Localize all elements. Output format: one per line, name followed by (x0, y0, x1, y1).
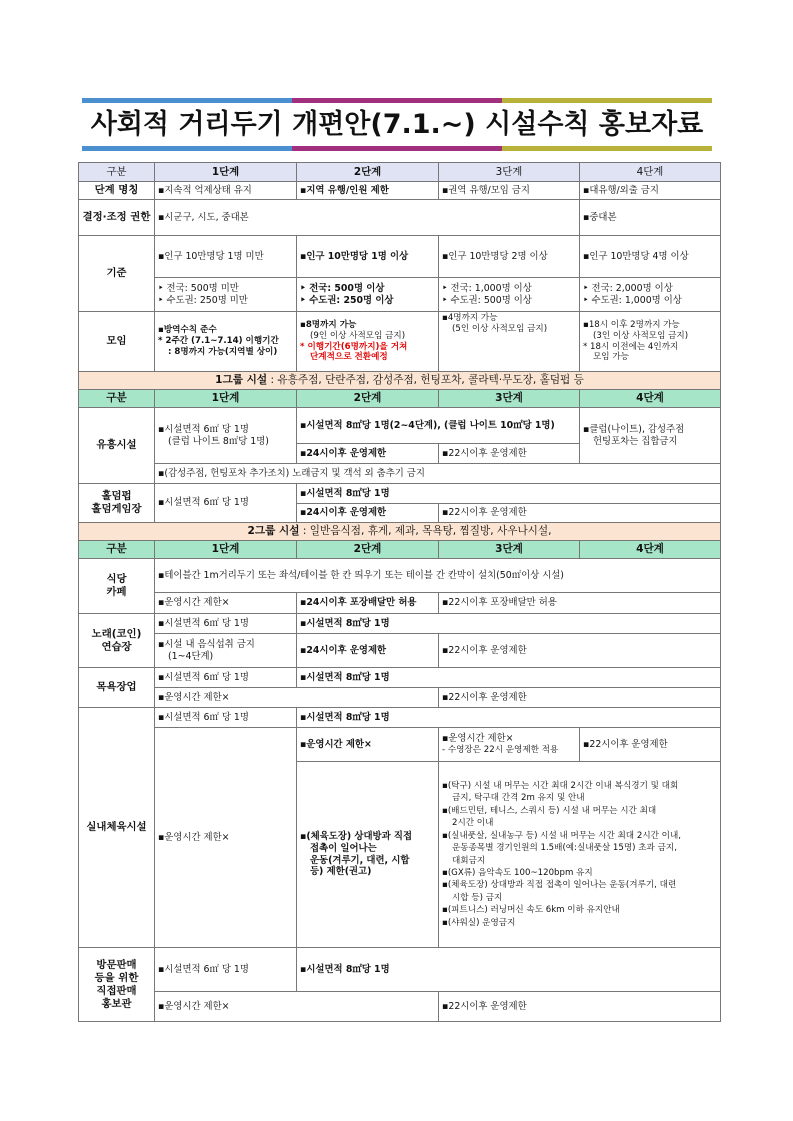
header-cell: 4단계 (580, 163, 721, 182)
bar-purple (292, 146, 502, 151)
text-line: : 8명까지 가능(지역별 상이) (168, 346, 278, 357)
cell (155, 278, 297, 312)
table-row (79, 559, 721, 593)
cell (155, 634, 297, 668)
header-cell: 1단계 (155, 541, 297, 559)
cell: ▪인구 10만명당 1명 이상 (297, 236, 439, 278)
text-line: 홀덤게임장 (91, 503, 142, 515)
header-cell: 3단계 (439, 541, 580, 559)
group-title-row (79, 523, 721, 541)
text-line: ▪(GX류) 음악속도 100~120bpm 유지 (442, 867, 593, 878)
text-line: ▪8명까지 가능 (300, 320, 357, 331)
header-cell: 4단계 (580, 390, 721, 408)
bar-purple (292, 98, 502, 103)
text-line: (클럽 나이트 8㎡당 1명) (168, 435, 269, 447)
group-list: : 유흥주점, 단란주점, 감성주점, 헌팅포차, 콜라텍·무도장, 홀덤펍 등 (270, 373, 584, 386)
text-line: - 수영장은 22시 운영제한 적용 (442, 745, 559, 755)
text-line: 홀덤펍 (101, 490, 132, 502)
text-line: 등) 제한(권고) (310, 866, 372, 878)
cell: ▪시설면적 8㎡당 1명 (297, 614, 721, 634)
cell (439, 728, 580, 762)
table-row (79, 464, 721, 484)
table-row (79, 634, 721, 668)
group-header-row (79, 541, 721, 559)
cell (580, 278, 721, 312)
text-line: 등을 위한 (94, 971, 139, 984)
text-line: ‣ 수도권: 250명 이상 (300, 294, 394, 306)
text-line: ▪방역수칙 준수 (158, 325, 217, 336)
table-row (79, 236, 721, 278)
table-row (79, 408, 721, 444)
bar-blue (82, 146, 292, 151)
group-name: 1그룹 시설 (215, 373, 268, 386)
cell: ▪22시이후 운영제한 (439, 444, 580, 464)
text-line: 2시간 이내 (452, 818, 494, 829)
cell (297, 312, 439, 372)
cell: ▪시설면적 8㎡당 1명 (297, 484, 721, 504)
cell: ▪24시이후 운영제한 (297, 504, 439, 523)
row-label: 단계 명칭 (79, 182, 155, 200)
cell: ▪시설면적 8㎡당 1명 (297, 668, 721, 688)
text-line: 금지, 탁구대 간격 2m 유지 및 안내 (452, 793, 585, 804)
table-row (79, 728, 721, 762)
cell: ▪24시이후 운영제한 (297, 444, 439, 464)
row-label: 모임 (79, 312, 155, 372)
rules-table (78, 162, 721, 1022)
text-line: (9인 이상 사적모임 금지) (310, 330, 406, 341)
cell: ▪22시이후 포장배달만 허용 (439, 593, 721, 614)
text-line: 노래(코인) (91, 627, 142, 640)
text-line: 시합 등) 금지 (452, 892, 503, 903)
text-line: ▪(배드민턴, 테니스, 스쿼시 등) 시설 내 머무는 시간 최대 (442, 805, 657, 816)
text-line: ‣ 수도권: 250명 미만 (158, 294, 248, 306)
row-label: 유흥시설 (79, 408, 155, 484)
cell: ▪지역 유행/인원 제한 (297, 182, 439, 200)
text-line: ▪(체육도장) 상대방과 직접 (300, 831, 413, 842)
cell: ▪시설면적 6㎡ 당 1명 (155, 484, 297, 523)
cell (155, 408, 297, 464)
cell: ▪24시이후 포장배달만 허용 (297, 593, 439, 614)
text-line: ‣ 수도권: 1,000명 이상 (583, 294, 682, 306)
cell (297, 762, 439, 948)
table-row (79, 688, 721, 708)
text-line: (1~4단계) (168, 650, 214, 662)
text-line: * 이행기간(6명까지)을 거쳐 (300, 341, 408, 352)
cell: ▪지속적 억제상태 유지 (155, 182, 297, 200)
cell (439, 762, 721, 948)
page-title: 사회적 거리두기 개편안(7.1.~) 시설수칙 홍보자료 (90, 109, 704, 140)
header-cell: 구분 (79, 390, 155, 408)
row-label: 결정·조정 권한 (79, 200, 155, 236)
text-line: 운동(겨루기, 대련, 시합 (310, 854, 410, 866)
table-row (79, 593, 721, 614)
text-line: ▪클럽(나이트), 감성주점 (583, 423, 685, 435)
cell: ▪시설면적 8㎡당 1명 (297, 948, 721, 992)
header-cell: 3단계 (439, 390, 580, 408)
text-line: 모임 가능 (593, 352, 629, 363)
cell: ▪시설면적 6㎡ 당 1명 (155, 668, 297, 688)
text-line: ▪4명까지 가능 (442, 313, 498, 323)
table-row (79, 948, 721, 992)
header-cell: 4단계 (580, 541, 721, 559)
header-cell: 2단계 (297, 541, 439, 559)
table-row (79, 614, 721, 634)
header-cell: 3단계 (439, 163, 580, 182)
text-line: ▪(샤워실) 운영금지 (442, 917, 516, 928)
cell: ▪시설면적 8㎡당 1명(2~4단계), (클럽 나이트 10㎡당 1명) (297, 408, 580, 444)
cell (580, 312, 721, 372)
table-row (79, 200, 721, 236)
row-label: 실내체육시설 (79, 708, 155, 948)
text-line: 식당 (106, 573, 127, 585)
table-row (79, 708, 721, 728)
cell: ▪시설면적 6㎡ 당 1명 (155, 614, 297, 634)
cell: ▪인구 10만명당 4명 이상 (580, 236, 721, 278)
text-line: (3인 이상 사적모임 금지) (593, 330, 689, 341)
table-row (79, 992, 721, 1022)
row-label (79, 484, 155, 523)
cell: ▪인구 10만명당 2명 이상 (439, 236, 580, 278)
cell: ▪시설면적 6㎡ 당 1명 (155, 948, 297, 992)
text-line: 홍보관 (101, 997, 132, 1010)
text-line: * 2주간 (7.1~7.14) 이행기간 (158, 336, 279, 347)
text-line: ▪운영시간 제한× (442, 733, 514, 745)
cell (155, 312, 297, 372)
row-label: 기준 (79, 236, 155, 312)
group-list: : 일반음식점, 휴게, 제과, 목욕탕, 찜질방, 사우나시설, (302, 524, 552, 537)
row-label (79, 948, 155, 1022)
cell: ▪22시이후 운영제한 (439, 992, 721, 1022)
cell: ▪인구 10만명당 1명 미만 (155, 236, 297, 278)
text-line: 헌팅포차는 집합금지 (593, 435, 678, 447)
row-label (79, 559, 155, 614)
cell: ▪시설면적 8㎡당 1명 (297, 708, 721, 728)
title-bottom-bar (82, 146, 712, 151)
cell: ▪운영시간 제한× (155, 688, 439, 708)
header-cell: 구분 (79, 163, 155, 182)
text-line: ▪시설 내 음식섭취 금지 (158, 638, 255, 650)
cell: ▪운영시간 제한× (155, 728, 297, 948)
header-cell: 2단계 (297, 163, 439, 182)
cell: ▪시군구, 시도, 중대본 (155, 200, 580, 236)
text-line: 접촉이 일어나는 (310, 842, 377, 854)
text-line: 직접판매 (96, 984, 137, 997)
text-line: ▪18시 이후 2명까지 가능 (583, 320, 680, 331)
text-line: ‣ 전국: 500명 이상 (300, 282, 385, 294)
group-title (79, 523, 721, 541)
cell: ▪시설면적 6㎡ 당 1명 (155, 708, 297, 728)
group-header-row (79, 390, 721, 408)
text-line: ▪(탁구) 시설 내 머무는 시간 최대 2시간 이내 복식경기 및 대회 (442, 780, 679, 791)
cell (439, 278, 580, 312)
cell: ▪운영시간 제한× (155, 992, 439, 1022)
text-line: ‣ 전국: 2,000명 이상 (583, 282, 673, 294)
cell: ▪중대본 (580, 200, 721, 236)
table-row (79, 484, 721, 504)
bar-olive (502, 98, 712, 103)
group-title-row (79, 372, 721, 390)
cell: ▪운영시간 제한× (155, 593, 297, 614)
text-line: 단계적으로 전환예정 (310, 352, 388, 363)
text-line: (5인 이상 사적모임 금지) (452, 323, 548, 334)
text-line: ‣ 전국: 1,000명 이상 (442, 282, 532, 294)
cell: ▪테이블간 1m거리두기 또는 좌석/테이블 한 칸 띄우기 또는 테이블 간 칸막이 설치(50㎡이상 시설) (155, 559, 721, 593)
header-cell: 1단계 (155, 163, 297, 182)
title-top-bar (82, 98, 712, 103)
row-label: 목욕장업 (79, 668, 155, 708)
text-line: ‣ 수도권: 500명 이상 (442, 294, 532, 306)
cell (580, 408, 721, 464)
group-title (79, 372, 721, 390)
text-line: ▪(실내풋살, 실내농구 등) 시설 내 머무는 시간 최대 2시간 이내, (442, 830, 681, 841)
table-row (79, 312, 721, 372)
cell: ▪22시이후 운영제한 (580, 728, 721, 762)
text-line: ▪시설면적 6㎡ 당 1명 (158, 423, 249, 435)
cell: ▪대유행/외출 금지 (580, 182, 721, 200)
group-name: 2그룹 시설 (247, 524, 300, 537)
cell (297, 278, 439, 312)
text-line: ▪(피트니스) 러닝머신 속도 6km 이하 유지안내 (442, 905, 620, 916)
table-row (79, 182, 721, 200)
header-row (79, 163, 721, 182)
cell: ▪22시이후 운영제한 (439, 688, 721, 708)
cell: ▪(감성주점, 헌팅포차 추가조치) 노래금지 및 객석 외 춤추기 금지 (155, 464, 721, 484)
text-line: * 18시 이전에는 4인까지 (583, 341, 679, 352)
table-row (79, 278, 721, 312)
row-label (79, 614, 155, 668)
text-line: 연습장 (101, 640, 132, 653)
cell: ▪22시이후 운영제한 (439, 634, 721, 668)
cell: ▪24시이후 운영제한 (297, 634, 439, 668)
bar-blue (82, 98, 292, 103)
cell (439, 312, 580, 372)
cell: ▪22시이후 운영제한 (439, 504, 721, 523)
text-line: ‣ 전국: 500명 미만 (158, 282, 239, 294)
text-line: 카페 (106, 586, 127, 598)
header-cell: 1단계 (155, 390, 297, 408)
bar-olive (502, 146, 712, 151)
text-line: 대회금지 (452, 855, 486, 866)
header-cell: 구분 (79, 541, 155, 559)
header-cell: 2단계 (297, 390, 439, 408)
cell: ▪권역 유행/모임 금지 (439, 182, 580, 200)
cell: ▪운영시간 제한× (297, 728, 439, 762)
text-line: ▪(체육도장) 상대방과 직접 접촉이 일어나는 운동(겨루기, 대련 (442, 880, 677, 891)
text-line: 운동종목별 경기인원의 1.5배(예:실내풋살 15명) 초과 금지, (452, 843, 677, 854)
table-row (79, 668, 721, 688)
text-line: 방문판매 (96, 958, 137, 971)
